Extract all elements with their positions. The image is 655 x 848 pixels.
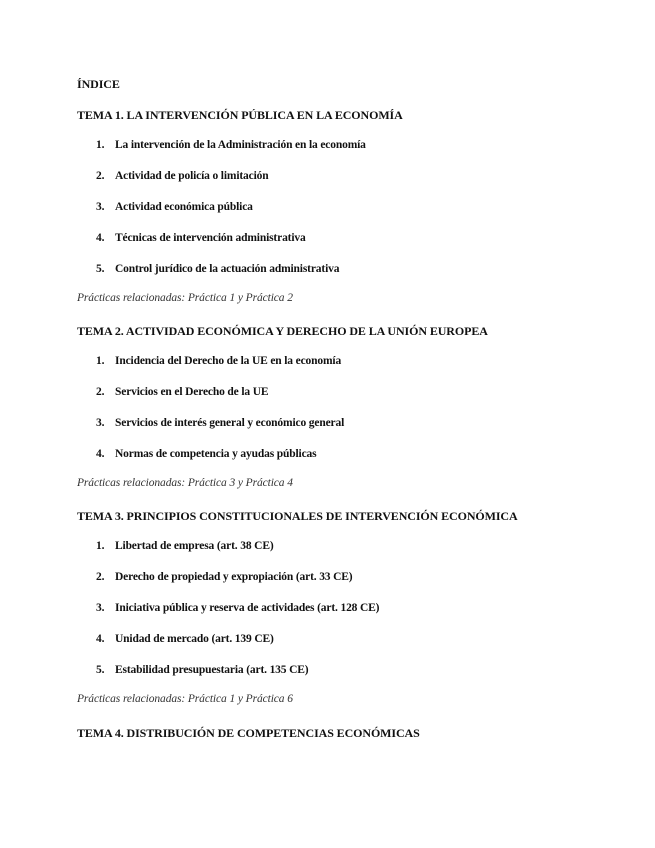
item-text: Servicios de interés general y económico general (115, 417, 345, 429)
index-title: ÍNDICE (77, 77, 120, 91)
item-number: 2. (96, 386, 105, 398)
list-item (96, 200, 253, 214)
item-text: Libertad de empresa (art. 38 CE) (115, 540, 274, 552)
item-number: 1. (96, 139, 105, 151)
list-item (96, 601, 379, 615)
tema-3-title: TEMA 3. PRINCIPIOS CONSTITUCIONALES DE INTERVENCIÓN ECONÓMICA (77, 509, 518, 523)
item-number: 4. (96, 448, 105, 460)
list-item (96, 416, 344, 430)
tema-2-title: TEMA 2. ACTIVIDAD ECONÓMICA Y DERECHO DE LA UNIÓN EUROPEA (77, 324, 488, 338)
item-text: Servicios en el Derecho de la UE (115, 386, 269, 398)
item-number: 4. (96, 633, 105, 645)
list-item (96, 663, 308, 677)
item-text: Actividad económica pública (115, 201, 253, 213)
item-text: Control jurídico de la actuación administrativa (115, 263, 340, 275)
tema-1-title: TEMA 1. LA INTERVENCIÓN PÚBLICA EN LA ECONOMÍA (77, 108, 403, 122)
list-item (96, 632, 274, 646)
list-item (96, 354, 341, 368)
item-text: Unidad de mercado (art. 139 CE) (115, 633, 274, 645)
list-item (96, 570, 353, 584)
tema-3-practices: Prácticas relacionadas: Práctica 1 y Práctica 6 (77, 693, 293, 705)
item-text: Normas de competencia y ayudas públicas (115, 448, 317, 460)
tema-4-title: TEMA 4. DISTRIBUCIÓN DE COMPETENCIAS ECONÓMICAS (77, 726, 420, 740)
list-item (96, 138, 366, 152)
list-item (96, 539, 274, 553)
list-item (96, 447, 316, 461)
item-number: 1. (96, 355, 105, 367)
item-number: 5. (96, 664, 105, 676)
item-number: 4. (96, 232, 105, 244)
item-text: Actividad de policía o limitación (115, 170, 269, 182)
list-item (96, 385, 268, 399)
item-text: Derecho de propiedad y expropiación (art. 33 CE) (115, 571, 353, 583)
tema-1-practices: Prácticas relacionadas: Práctica 1 y Práctica 2 (77, 292, 293, 304)
tema-2-practices: Prácticas relacionadas: Práctica 3 y Práctica 4 (77, 477, 293, 489)
list-item (96, 262, 339, 276)
item-text: La intervención de la Administración en la economía (115, 139, 366, 151)
item-number: 2. (96, 170, 105, 182)
list-item (96, 169, 269, 183)
item-number: 3. (96, 201, 105, 213)
item-text: Incidencia del Derecho de la UE en la economía (115, 355, 342, 367)
item-number: 3. (96, 417, 105, 429)
item-number: 5. (96, 263, 105, 275)
item-number: 1. (96, 540, 105, 552)
item-text: Iniciativa pública y reserva de actividades (art. 128 CE) (115, 602, 380, 614)
item-number: 3. (96, 602, 105, 614)
item-text: Técnicas de intervención administrativa (115, 232, 306, 244)
item-text: Estabilidad presupuestaria (art. 135 CE) (115, 664, 309, 676)
list-item (96, 231, 306, 245)
item-number: 2. (96, 571, 105, 583)
